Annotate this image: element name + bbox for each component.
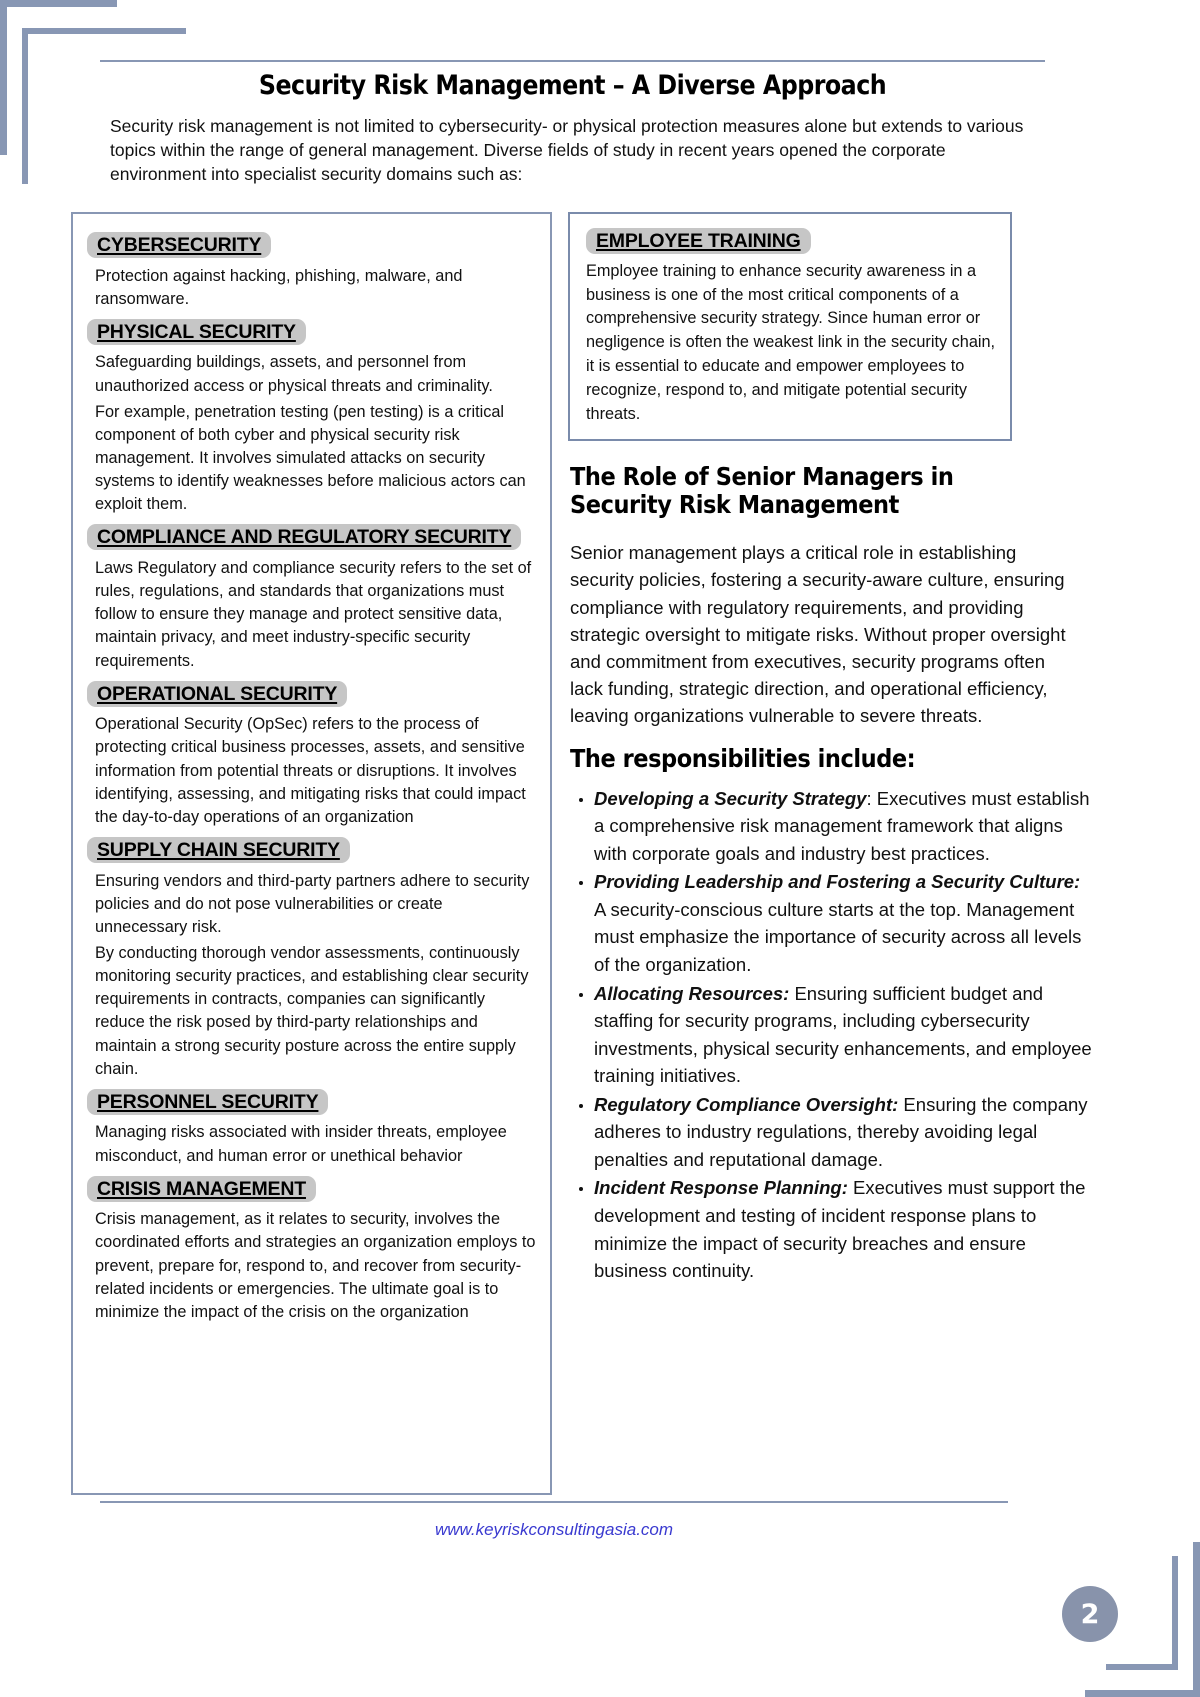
section-heading-supply-chain-security-wrap	[87, 835, 536, 867]
list-item-text: Ensuring sufficient budget and staffing for security programs, including cybersecurity investments, physical security enhancements, and employee training initiatives.	[594, 982, 1092, 1087]
section-heading-employee-training: EMPLOYEE TRAINING	[586, 228, 811, 254]
section-text-compliance-regulatory-0: Laws Regulatory and compliance security refers to the set of rules, regulations, and standards that organizations must follow to ensure they manage and protect sensitive data, maintain privacy, and meet industry-specific security requirements.	[95, 559, 532, 670]
section-text-cybersecurity-0: Protection against hacking, phishing, malware, and ransomware.	[95, 266, 463, 308]
employee-training-box	[568, 212, 1012, 441]
list-item-text: Executives must support the development and testing of incident response plans to minimize the impact of security breaches and ensure business continuity.	[594, 1177, 1086, 1282]
list-item-lead: Incident Response Planning:	[594, 1177, 848, 1199]
list-item-lead: Regulatory Compliance Oversight:	[594, 1093, 899, 1115]
section-heading-crisis-management-wrap	[87, 1174, 536, 1206]
employee-training-text: Employee training to enhance security awareness in a business is one of the most critical components of a comprehensive security strategy. Since human error or negligence is often the weakest link in the security chain, it is essential to educate and empower employees to recognize, respond to, and mitigate potential security threats.	[586, 261, 996, 424]
list-item-lead: Developing a Security Strategy	[594, 787, 867, 809]
senior-managers-text: Senior management plays a critical role in establishing security policies, fostering a security-aware culture, ensuring compliance with regulatory requirements, and providing strategic oversight to mitigate risks. Without proper oversight and commitment from executives, security programs often lack funding, strategic direction, and operational efficiency, leaving organizations vulnerable to severe threats.	[570, 542, 1066, 727]
responsibilities-list	[568, 785, 1094, 1285]
section-heading-supply-chain-security: SUPPLY CHAIN SECURITY	[87, 837, 350, 863]
list-item-text: : Executives must establish a comprehensive risk management framework that aligns with corporate goals and industry best practices.	[594, 787, 1090, 864]
list-item	[594, 868, 1094, 978]
footer-website-url[interactable]: www.keyriskconsultingasia.com	[434, 1520, 674, 1539]
section-heading-personnel-security-wrap	[87, 1087, 536, 1119]
section-text-physical-security-0: Safeguarding buildings, assets, and personnel from unauthorized access or physical threats and criminality.	[95, 353, 493, 395]
list-item-text: Ensuring the company adheres to industry regulations, thereby avoiding legal penalties and reputational damage.	[594, 1093, 1088, 1170]
list-item	[594, 1174, 1094, 1284]
list-item	[594, 1091, 1094, 1174]
section-text-operational-security-0: Operational Security (OpSec) refers to the process of protecting critical business processes, assets, and sensitive information from potential threats or disruptions. It involves identifying, assessing, and mitigating risks that could impact the day-to-day operations of an organization	[95, 715, 526, 826]
section-heading-cybersecurity: CYBERSECURITY	[87, 232, 271, 258]
page-number-badge: 2	[1062, 1586, 1118, 1642]
section-heading-compliance-regulatory-wrap	[87, 522, 536, 554]
responsibilities-heading: The responsibilities include:	[570, 743, 916, 773]
section-text-physical-security-1: For example, penetration testing (pen testing) is a critical component of both cyber and physical security risk management. It involves simulated attacks on security systems to identify weaknesses before malicious actors can exploit them.	[95, 402, 526, 514]
section-heading-operational-security-wrap	[87, 679, 536, 711]
section-heading-physical-security-wrap	[87, 317, 536, 349]
section-heading-physical-security: PHYSICAL SECURITY	[87, 319, 306, 345]
section-text-supply-chain-security-1: By conducting thorough vendor assessments, continuously monitoring security practices, and establishing clear security requirements in contracts, companies can significantly reduce the risk posed by third-party relationships and maintain a strong security posture across the entire supply chain.	[95, 943, 529, 1078]
page-title: Security Risk Management – A Diverse Approach	[258, 70, 887, 101]
list-item-lead: Allocating Resources:	[594, 982, 790, 1004]
list-item	[594, 980, 1094, 1090]
section-text-personnel-security-0: Managing risks associated with insider threats, employee misconduct, and human error or unethical behavior	[95, 1123, 507, 1165]
list-item-text: A security-conscious culture starts at the top. Management must emphasize the importance of security across all levels of the organization.	[594, 898, 1082, 975]
section-heading-operational-security: OPERATIONAL SECURITY	[87, 681, 347, 707]
section-heading-crisis-management: CRISIS MANAGEMENT	[87, 1176, 316, 1202]
section-heading-cybersecurity-wrap	[87, 230, 536, 262]
section-heading-employee-training-wrap	[586, 226, 998, 258]
header-divider	[100, 60, 1045, 62]
right-column	[568, 212, 1092, 1286]
left-column-box	[71, 212, 552, 1495]
list-item	[594, 785, 1094, 868]
section-text-supply-chain-security-0: Ensuring vendors and third-party partners adhere to security policies and do not pose vulnerabilities or create unnecessary risk.	[95, 871, 530, 936]
section-heading-personnel-security: PERSONNEL SECURITY	[87, 1089, 328, 1115]
list-item-lead: Providing Leadership and Fostering a Security Culture:	[594, 871, 1081, 893]
footer-divider	[100, 1501, 1008, 1503]
section-text-crisis-management-0: Crisis management, as it relates to security, involves the coordinated efforts and strategies an organization employs to prevent, prepare for, respond to, and recover from security-related incidents or emergencies. The ultimate goal is to minimize the impact of the crisis on the organization	[95, 1210, 536, 1321]
intro-paragraph: Security risk management is not limited to cybersecurity- or physical protection measures alone but extends to various topics within the range of general management. Diverse fields of study in recent years opened the corporate environment into specialist security domains such as:	[110, 116, 1024, 185]
section-heading-compliance-regulatory: COMPLIANCE AND REGULATORY SECURITY	[87, 524, 521, 550]
senior-managers-heading: The Role of Senior Managers in Security Risk Management	[570, 462, 954, 520]
